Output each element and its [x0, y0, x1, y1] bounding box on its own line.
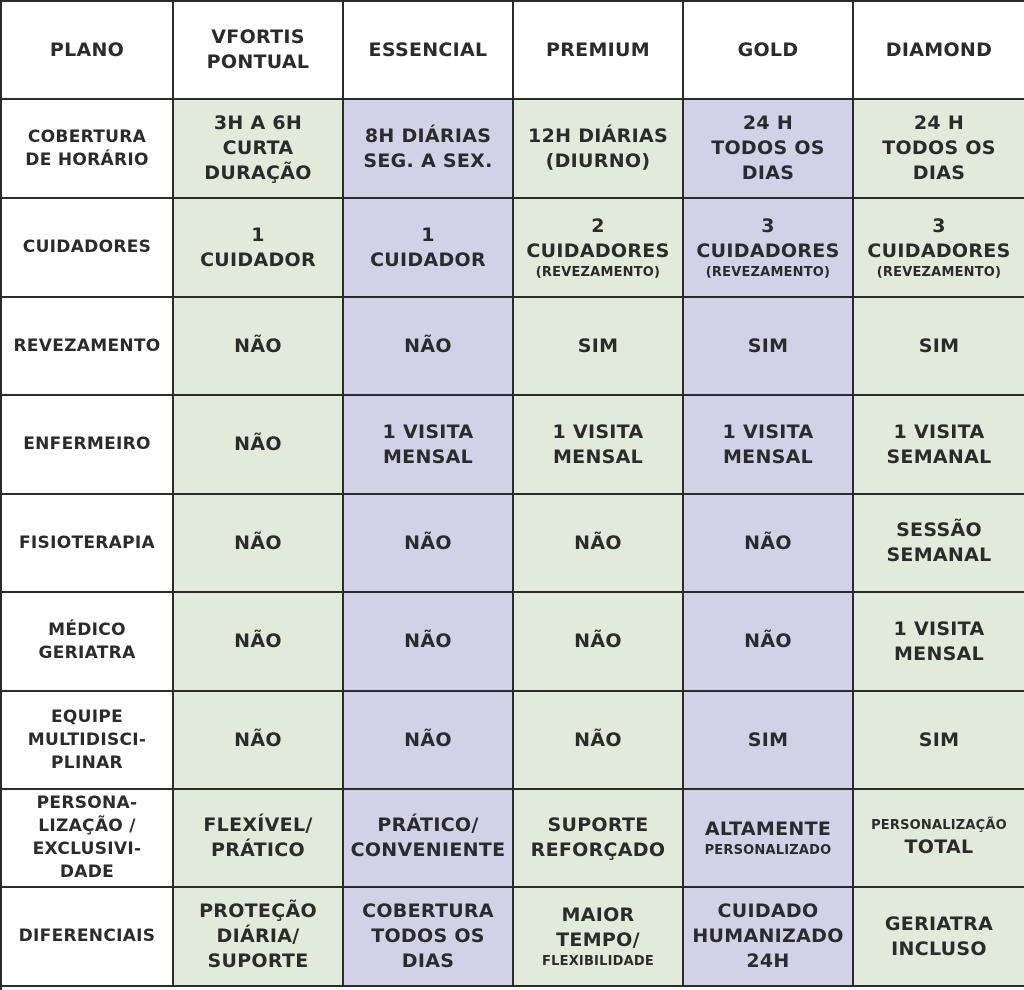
row-label-text: DADE: [59, 862, 115, 882]
cell-cuidadores-premium: [514, 199, 684, 298]
cell-text: TODOS OS: [711, 137, 825, 159]
cell-text: NÃO: [574, 728, 622, 751]
cell-text: DIAS: [401, 950, 455, 972]
cell-text: SIM: [747, 728, 789, 751]
row-label-text: PERSONA-: [36, 793, 138, 813]
cell-text: FLEXIBILIDADE: [542, 953, 654, 969]
cell-enfermeiro-diamond: [854, 396, 1024, 495]
cell-text: CUIDADORES: [867, 239, 1011, 262]
row-label-text: FISIOTERAPIA: [19, 532, 155, 553]
cell-text: NÃO: [404, 728, 452, 751]
cell-text: SEG. A SEX.: [363, 149, 493, 172]
cell-text: COBERTURA: [362, 900, 494, 922]
cell-text: DIAS: [912, 162, 966, 184]
cell-text: 1 VISITA: [382, 420, 474, 443]
row-label-text: MÉDICO: [48, 619, 126, 640]
cell-coberturade-horario-vfortis-pontual: [174, 100, 344, 199]
cell-text: NÃO: [404, 334, 452, 357]
cell-text: SIM: [918, 728, 960, 751]
cell-text: REFORÇADO: [530, 839, 666, 861]
cell-text: (REVEZAMENTO): [705, 264, 831, 280]
cell-text: MENSAL: [552, 445, 644, 468]
cell-text: SEMANAL: [886, 544, 992, 566]
cell-medicogeriatra-premium: [514, 593, 684, 692]
cell-diferenciais-diamond: [854, 888, 1024, 987]
cell-text: MAIOR: [561, 903, 635, 926]
cell-text: NÃO: [234, 433, 282, 455]
header-plan-name: DIAMOND: [885, 38, 993, 61]
cell-personalizacao-exclusividade-essencial: [344, 790, 514, 888]
cell-text: (REVEZAMENTO): [876, 264, 1002, 280]
cell-text: SEMANAL: [886, 445, 992, 468]
cell-cuidadores-essencial: [344, 199, 514, 298]
cell-text: CUIDADOR: [200, 248, 316, 271]
header-plan-premium: [514, 2, 684, 100]
row-label-text: PLINAR: [51, 752, 123, 773]
cell-text: NÃO: [404, 531, 452, 554]
cell-text: SESSÃO: [896, 519, 982, 541]
cell-text: TODOS OS: [882, 137, 996, 159]
cell-text: PERSONALIZADO: [704, 842, 832, 858]
cell-text: SIM: [918, 334, 960, 357]
cell-text: CUIDADO: [717, 900, 819, 922]
cell-enfermeiro-essencial: [344, 396, 514, 495]
row-label-medicogeriatra: [2, 593, 174, 692]
cell-text: (DIURNO): [545, 149, 651, 172]
row-label-equipemultidisciplinar: [2, 692, 174, 790]
cell-text: (REVEZAMENTO): [535, 264, 661, 280]
cell-fisioterapia-gold: [684, 495, 854, 593]
cell-coberturade-horario-diamond: [854, 100, 1024, 199]
row-label-personalizacao-exclusividade: [2, 790, 174, 888]
cell-equipemultidisciplinar-essencial: [344, 692, 514, 790]
cell-revezamento-gold: [684, 298, 854, 396]
cell-text: 24 H: [913, 112, 965, 134]
cell-text: DIÁRIA/: [216, 925, 300, 947]
cell-text: 1: [421, 223, 435, 246]
header-plano-label: PLANO: [49, 38, 125, 61]
row-label-text: MULTIDISCI-: [27, 729, 147, 750]
cell-fisioterapia-essencial: [344, 495, 514, 593]
header-plan-gold: [684, 2, 854, 100]
cell-text: 2: [591, 214, 605, 237]
cell-text: CUIDADOR: [370, 248, 486, 271]
row-label-text: ENFERMEIRO: [23, 434, 151, 454]
cell-text: NÃO: [234, 728, 282, 751]
cell-revezamento-vfortis-pontual: [174, 298, 344, 396]
cell-text: SUPORTE: [207, 950, 309, 972]
cell-text: 1 VISITA: [893, 617, 985, 640]
cell-diferenciais-vfortis-pontual: [174, 888, 344, 987]
cell-text: CURTA: [222, 137, 294, 159]
row-label-revezamento: [2, 298, 174, 396]
cell-text: NÃO: [744, 630, 792, 652]
cell-text: NÃO: [234, 531, 282, 554]
cell-cuidadores-vfortis-pontual: [174, 199, 344, 298]
cell-text: DIAS: [741, 162, 795, 184]
cell-fisioterapia-diamond: [854, 495, 1024, 593]
cell-text: 1 VISITA: [552, 420, 644, 443]
cell-medicogeriatra-diamond: [854, 593, 1024, 692]
cell-coberturade-horario-premium: [514, 100, 684, 199]
cell-text: HUMANIZADO: [692, 925, 844, 947]
cell-personalizacao-exclusividade-gold: [684, 790, 854, 888]
cell-coberturade-horario-gold: [684, 100, 854, 199]
cell-diferenciais-essencial: [344, 888, 514, 987]
cell-text: NÃO: [404, 630, 452, 652]
cell-cuidadores-gold: [684, 199, 854, 298]
cell-text: DURAÇÃO: [204, 162, 312, 184]
cell-text: MENSAL: [893, 642, 985, 665]
row-label-cuidadores: [2, 199, 174, 298]
cell-text: PRÁTICO/: [377, 814, 479, 836]
row-label-text: EXCLUSIVI-: [32, 839, 142, 859]
cell-text: ALTAMENTE: [704, 817, 832, 840]
cell-text: 1: [251, 223, 265, 246]
cell-text: MENSAL: [382, 445, 474, 468]
cell-text: CUIDADORES: [696, 239, 840, 262]
cell-cuidadores-diamond: [854, 199, 1024, 298]
header-plan-name: VFORTIS: [211, 26, 305, 48]
cell-text: PROTEÇÃO: [199, 900, 317, 922]
cell-text: CONVENIENTE: [350, 839, 506, 861]
cell-revezamento-diamond: [854, 298, 1024, 396]
cell-text: NÃO: [574, 531, 622, 554]
cell-text: CUIDADORES: [526, 239, 670, 262]
cell-revezamento-premium: [514, 298, 684, 396]
cell-text: NÃO: [234, 630, 282, 652]
cell-coberturade-horario-essencial: [344, 100, 514, 199]
cell-fisioterapia-vfortis-pontual: [174, 495, 344, 593]
row-label-coberturade-horario: [2, 100, 174, 199]
cell-text: 12H DIÁRIAS: [528, 124, 668, 147]
row-label-text: LIZAÇÃO /: [38, 816, 136, 836]
cell-diferenciais-gold: [684, 888, 854, 987]
cell-text: 24 H: [742, 112, 794, 134]
cell-equipemultidisciplinar-diamond: [854, 692, 1024, 790]
row-label-fisioterapia: [2, 495, 174, 593]
cell-text: 1 VISITA: [722, 420, 814, 443]
cell-text: SIM: [747, 334, 789, 357]
header-plan-essencial: [344, 2, 514, 100]
header-plan-vfortis-pontual: [174, 2, 344, 100]
cell-text: NÃO: [574, 630, 622, 652]
row-label-text: GERIATRA: [38, 642, 136, 663]
cell-text: PERSONALIZAÇÃO: [871, 817, 1007, 833]
header-plan-diamond: [854, 2, 1024, 100]
cell-medicogeriatra-essencial: [344, 593, 514, 692]
cell-personalizacao-exclusividade-vfortis-pontual: [174, 790, 344, 888]
cell-revezamento-essencial: [344, 298, 514, 396]
header-plan-name: ESSENCIAL: [368, 38, 488, 61]
row-label-text: DIFERENCIAIS: [18, 926, 156, 946]
cell-personalizacao-exclusividade-premium: [514, 790, 684, 888]
cell-text: 3: [761, 214, 775, 237]
cell-enfermeiro-premium: [514, 396, 684, 495]
header-plan-name: PREMIUM: [546, 38, 650, 61]
cell-fisioterapia-premium: [514, 495, 684, 593]
header-plano: [2, 2, 174, 100]
cell-text: NÃO: [234, 334, 282, 357]
cell-text: 1 VISITA: [893, 420, 985, 443]
cell-text: INCLUSO: [891, 937, 987, 960]
row-label-text: CUIDADORES: [22, 237, 152, 257]
row-label-text: EQUIPE: [50, 706, 124, 727]
cell-diferenciais-premium: [514, 888, 684, 987]
cell-text: FLEXÍVEL/: [203, 814, 313, 836]
cell-personalizacao-exclusividade-diamond: [854, 790, 1024, 888]
cell-enfermeiro-gold: [684, 396, 854, 495]
cell-text: 8H DIÁRIAS: [364, 124, 492, 147]
cell-text: TOTAL: [904, 835, 974, 858]
cell-equipemultidisciplinar-gold: [684, 692, 854, 790]
row-label-text: REVEZAMENTO: [13, 335, 161, 356]
row-label-enfermeiro: [2, 396, 174, 495]
cell-text: PRÁTICO: [210, 839, 305, 861]
cell-text: 3H A 6H: [213, 112, 303, 134]
row-label-diferenciais: [2, 888, 174, 987]
header-plan-name: GOLD: [737, 38, 799, 61]
cell-text: MENSAL: [722, 445, 814, 468]
cell-medicogeriatra-gold: [684, 593, 854, 692]
cell-text: SIM: [577, 334, 619, 357]
cell-equipemultidisciplinar-premium: [514, 692, 684, 790]
cell-text: GERIATRA: [884, 912, 994, 935]
cell-text: NÃO: [744, 531, 792, 554]
row-label-text: DE HORÁRIO: [25, 149, 149, 170]
cell-text: 3: [932, 214, 946, 237]
header-plan-name: PONTUAL: [206, 51, 310, 73]
cell-text: SUPORTE: [547, 814, 649, 836]
cell-text: TEMPO/: [556, 928, 640, 951]
cell-text: TODOS OS: [371, 925, 485, 947]
cell-medicogeriatra-vfortis-pontual: [174, 593, 344, 692]
cell-text: 24H: [746, 950, 790, 972]
row-label-text: COBERTURA: [27, 126, 147, 147]
cell-equipemultidisciplinar-vfortis-pontual: [174, 692, 344, 790]
cell-enfermeiro-vfortis-pontual: [174, 396, 344, 495]
